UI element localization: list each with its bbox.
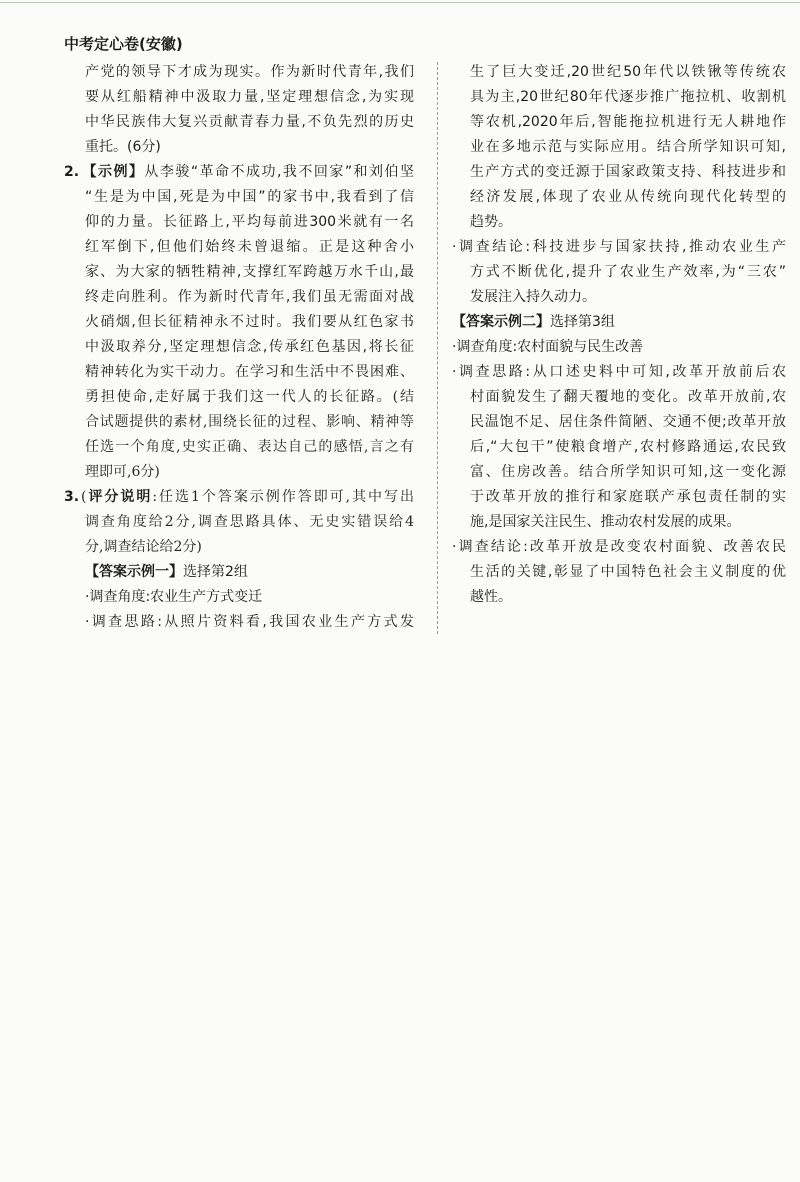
survey-idea-line: 趋势。 [470, 214, 512, 230]
survey-idea-line: 于改革开放的推行和家庭联产承包责任制的实 [470, 489, 786, 505]
question-number: 2. [64, 164, 80, 180]
example-1-heading [85, 560, 414, 585]
scoring-note-line: 分,调查结论给2分) [85, 539, 202, 555]
example-choice: 选择第2组 [183, 564, 248, 580]
survey-idea-line: 施,是国家关注民生、推动农村发展的成果。 [470, 514, 741, 530]
q2-line: 中汲取养分,坚定理想信念,传承红色基因,将长征 [85, 339, 414, 355]
intro-line: 产党的领导下才成为现实。作为新时代青年,我们 [85, 64, 414, 80]
survey-idea-line: 村面貌发生了翻天覆地的变化。改革开放前,农 [470, 389, 786, 405]
example-choice: 选择第3组 [550, 314, 615, 330]
intro-line: 要从红船精神中汲取力量,坚定理想信念,为实现 [85, 89, 414, 105]
q2-line: “生是为中国,死是为中国”的家书中,我看到了信 [85, 189, 414, 205]
survey-angle: ·调查角度:农业生产方式变迁 [85, 589, 263, 605]
survey-idea-line: 具为主,20世纪80年代逐步推广拖拉机、收割机 [470, 89, 786, 105]
scoring-note: ( [81, 489, 87, 505]
scoring-note: :任选1个答案示例作答即可,其中写出 [152, 489, 415, 505]
survey-conclusion-line: 越性。 [470, 589, 512, 605]
intro-line: 中华民族伟大复兴贡献青春力量,不负先烈的历史 [85, 114, 414, 130]
survey-conclusion-line: ·调查结论:科技进步与国家扶持,推动农业生产 [452, 239, 786, 255]
survey-idea-line: ·调查思路:从口述史料中可知,改革开放前后农 [452, 364, 786, 380]
example-tag: 【答案示例一】 [85, 564, 183, 580]
survey-idea-line: 经济发展,体现了农业从传统向现代化转型的 [470, 189, 786, 205]
example-1-continuation [452, 60, 786, 310]
q2-line: 火硝烟,但长征精神永不过时。我们要从红色家书 [85, 314, 414, 330]
q2-text: 勇担使命,走好属于我们这一代人的长征路。 [85, 389, 393, 405]
q2-line [85, 385, 414, 410]
survey-idea-line: 业在多地示范与实际应用。结合所学知识可知, [470, 139, 786, 155]
q2-text: 从李骏“革命不成功,我不回家”和刘伯坚 [144, 164, 414, 180]
question-number: 3. [64, 489, 80, 505]
survey-idea-line: 后,“大包干”使粮食增产,农村修路通运,农民致 [470, 439, 786, 455]
survey-idea-line: 民温饱不足、居住条件简陋、交通不便;改革开放 [470, 414, 786, 430]
q2-line: 家、为大家的牺牲精神,支撑红军跨越万水千山,最 [85, 264, 414, 280]
top-rule [0, 2, 800, 3]
answer-1-continuation [64, 60, 414, 160]
survey-conclusion-line: 生活的关键,彰显了中国特色社会主义制度的优 [470, 564, 786, 580]
q2-line: 终走向胜利。作为新时代青年,我们虽无需面对战 [85, 289, 414, 305]
answer-2 [64, 160, 414, 485]
survey-idea-line: 生了巨大变迁,20世纪50年代以铁锹等传统农 [470, 64, 786, 80]
intro-line: 重托。(6分) [85, 139, 161, 155]
example-tag: 【答案示例二】 [452, 314, 550, 330]
scoring-note-line: 任选一个角度,史实正确、表达自己的感悟,言之有 [85, 439, 414, 455]
scoring-note-line: 合试题提供的素材,围绕长征的过程、影响、精神等 [85, 414, 414, 430]
survey-idea-line: ·调查思路:从照片资料看,我国农业生产方式发 [85, 614, 414, 630]
survey-idea-line: 生产方式的变迁源于国家政策支持、科技进步和 [470, 164, 786, 180]
scoring-note: (结 [392, 389, 414, 405]
right-column [452, 60, 786, 610]
example-2 [452, 310, 786, 610]
survey-conclusion-line: 方式不断优化,提升了农业生产效率,为“三农” [470, 264, 786, 280]
survey-angle: ·调查角度:农村面貌与民生改善 [452, 339, 644, 355]
answer-3 [64, 485, 414, 635]
scoring-note-line: 调查角度给2分,调查思路具体、无史实错误给4 [85, 514, 414, 530]
survey-conclusion-line: 发展注入持久动力。 [470, 289, 596, 305]
q2-line: 精神转化为实干动力。在学习和生活中不畏困难、 [85, 364, 414, 380]
survey-idea-line: 等农机,2020年后,智能拖拉机进行无人耕地作 [470, 114, 786, 130]
example-2-heading [452, 310, 786, 335]
q2-line: 红军倒下,但他们始终未曾退缩。正是这种舍小 [85, 239, 414, 255]
scoring-note-line: 理即可,6分) [85, 464, 160, 480]
left-column [64, 60, 414, 635]
column-divider [437, 62, 438, 634]
example-tag: 【示例】 [81, 164, 145, 180]
q2-line: 仰的力量。长征路上,平均每前进300米就有一名 [85, 214, 414, 230]
q3-first-line [64, 485, 414, 510]
survey-conclusion-line: ·调查结论:改革开放是改变农村面貌、改善农民 [452, 539, 786, 555]
survey-idea-line: 富、住房改善。结合所学知识可知,这一变化源 [470, 464, 786, 480]
scoring-note-label: 评分说明 [86, 489, 153, 505]
q2-first-line [64, 160, 414, 185]
page-header: 中考定心卷(安徽) [64, 35, 183, 53]
